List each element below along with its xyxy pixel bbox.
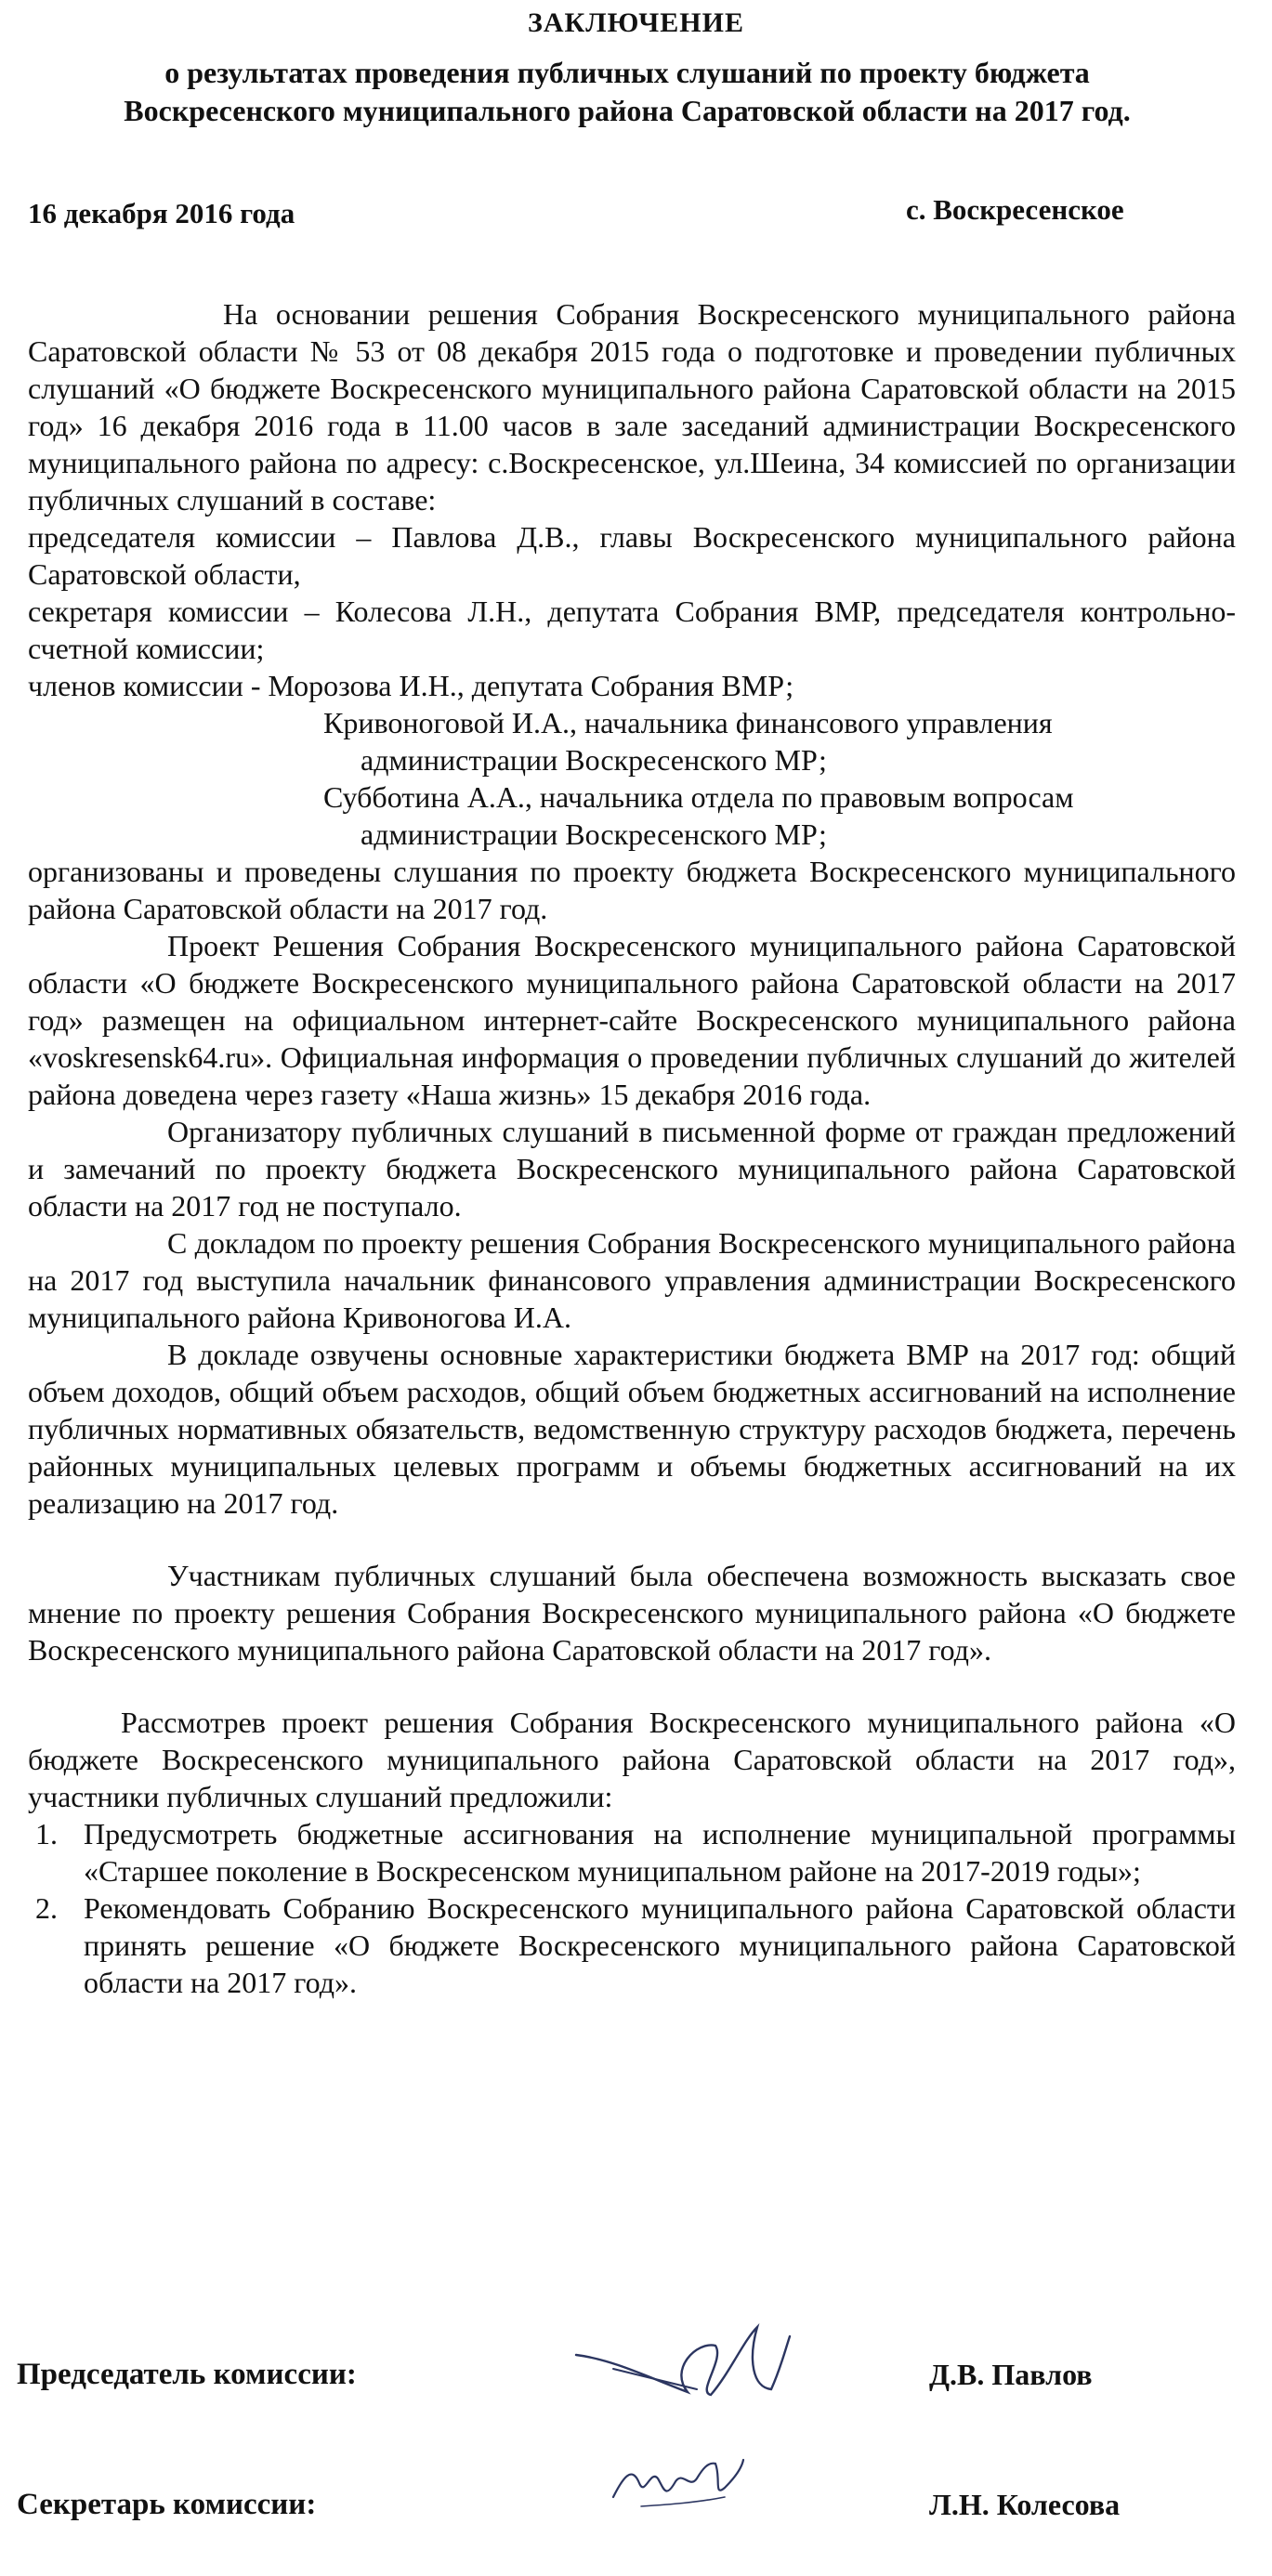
commission-member-line: администрации Воскресенского МР; <box>361 743 827 777</box>
secretary-handwritten-signature <box>604 2441 753 2525</box>
paragraph-proposals-intro: Рассмотрев проект решения Собрания Воскресенского муниципального района «О бюджете Воскресенского муниципального района Саратовской области на 2017 год», участники публичных слушаний предложили: <box>28 1706 1236 1813</box>
paragraph-organized: организованы и проведены слушания по проекту бюджета Воскресенского муниципального района Саратовской области на 2017 год. <box>28 855 1236 925</box>
document-date: 16 декабря 2016 года <box>28 197 295 229</box>
commission-members-intro: членов комиссии - Морозова И.Н., депутата Собрания ВМР; <box>28 669 794 702</box>
proposal-text: Предусмотреть бюджетные ассигнования на исполнение муниципальной программы «Старшее поколение в Воскресенском муниципальном районе на 2017-2019 годы»; <box>84 1817 1236 1888</box>
proposals-list <box>28 1815 1236 2001</box>
commission-member-line: Кривоноговой И.А., начальника финансового управления <box>323 706 1053 739</box>
paragraph-participants: Участникам публичных слушаний была обеспечена возможность высказать свое мнение по проекту решения Собрания Воскресенского муниципального района «О бюджете Воскресенского муниципального района Саратовской области на 2017 год». <box>28 1559 1236 1667</box>
document-body <box>28 295 1236 2001</box>
document-title: ЗАКЛЮЧЕНИЕ <box>528 7 744 38</box>
document-subtitle <box>56 54 1199 130</box>
proposal-number: 1. <box>35 1817 58 1850</box>
proposal-text: Рекомендовать Собранию Воскресенского муниципального района Саратовской области принять решение «О бюджете Воскресенского муниципального района Саратовской области на 2017 год». <box>84 1891 1236 1999</box>
chair-name: Д.В. Павлов <box>929 2358 1093 2391</box>
proposal-item <box>28 1815 1236 1890</box>
chair-signature-row <box>0 2304 1272 2434</box>
subtitle-line-1: о результатах проведения публичных слушаний по проекту бюджета <box>164 56 1090 89</box>
paragraph-project: Проект Решения Собрания Воскресенского муниципального района Саратовской области «О бюджете Воскресенского муниципального района Саратовской области на 2017 год» размещен на официальном интернет-сайте Воскресенского муниципального района «voskresensk64.ru». Официальная информация о проведении публичных слушаний до жителей района доведена через газету «Наша жизнь» 15 декабря 2016 года. <box>28 929 1236 1111</box>
paragraph-characteristics: В докладе озвучены основные характеристики бюджета ВМР на 2017 год: общий объем доходов, общий объем расходов, общий объем бюджетных ассигнований на исполнение публичных нормативных обязательств, ведомственную структуру расходов бюджета, перечень районных муниципальных целевых программ и объемы бюджетных ассигнований на их реализацию на 2017 год. <box>28 1338 1236 1520</box>
commission-secretary: секретаря комиссии – Колесова Л.Н., депутата Собрания ВМР, председателя контрольно-счетной комиссии; <box>28 595 1236 665</box>
commission-member-line: Субботина А.А., начальника отдела по правовым вопросам <box>323 780 1074 814</box>
commission-chair: председателя комиссии – Павлова Д.В., главы Воскресенского муниципального района Саратовской области, <box>28 520 1236 591</box>
paragraph-no-remarks: Организатору публичных слушаний в письменной форме от граждан предложений и замечаний по проекту бюджета Воскресенского муниципального района Саратовской области на 2017 год не поступало. <box>28 1115 1236 1223</box>
chair-signature-label: Председатель комиссии: <box>17 2358 357 2391</box>
secretary-signature-row <box>0 2434 1272 2564</box>
commission-member-line: администрации Воскресенского МР; <box>361 817 827 851</box>
paragraph-basis: На основании решения Собрания Воскресенского муниципального района Саратовской области № 53 от 08 декабря 2015 года о подготовке и проведении публичных слушаний «О бюджете Воскресенского муниципального района Саратовской области на 2015 год» 16 декабря 2016 года в 11.00 часов в зале заседаний администрации Воскресенского муниципального района по адресу: с.Воскресенское, ул.Шеина, 34 комиссией по организации публичных слушаний в составе: <box>28 297 1236 517</box>
secretary-name: Л.Н. Колесова <box>929 2488 1121 2521</box>
proposal-item <box>28 1890 1236 2001</box>
paragraph-report: С докладом по проекту решения Собрания Воскресенского муниципального района на 2017 год выступила начальник финансового управления администрации Воскресенского муниципального района Кривоногова И.А. <box>28 1226 1236 1334</box>
chair-handwritten-signature <box>557 2304 799 2415</box>
document-place: с. Воскресенское <box>906 193 1124 226</box>
secretary-signature-label: Секретарь комиссии: <box>17 2488 317 2521</box>
proposal-number: 2. <box>35 1891 58 1925</box>
subtitle-line-2: Воскресенского муниципального района Саратовской области на 2017 год. <box>124 94 1131 127</box>
